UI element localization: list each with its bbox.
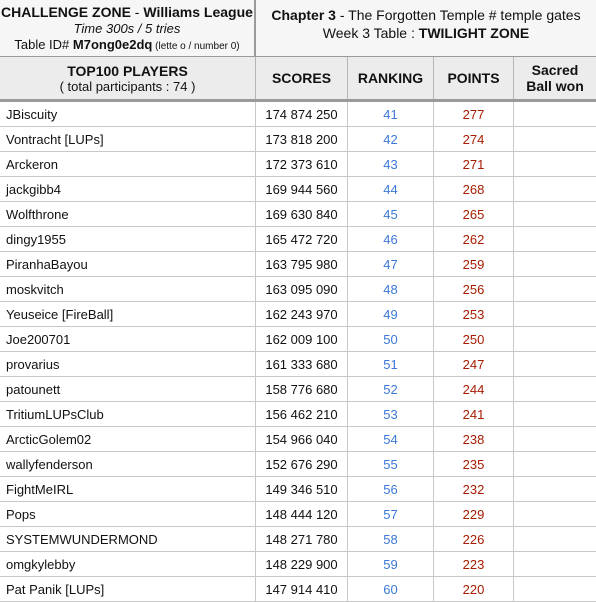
ranking-cell: 41 <box>348 102 434 126</box>
table-row <box>0 202 596 227</box>
table-row <box>0 327 596 352</box>
leaderboard-table <box>0 102 596 602</box>
sacred-ball-cell <box>514 102 596 126</box>
points-cell: 271 <box>434 152 514 176</box>
table-row <box>0 352 596 377</box>
score-cell: 172 373 610 <box>256 152 348 176</box>
ranking-cell: 46 <box>348 227 434 251</box>
league-name: Williams League <box>143 4 253 20</box>
score-cell: 148 444 120 <box>256 502 348 526</box>
players-header <box>0 57 256 99</box>
challenge-info <box>0 0 256 56</box>
table-row <box>0 577 596 602</box>
player-name: Vontracht [LUPs] <box>0 127 256 151</box>
points-cell: 244 <box>434 377 514 401</box>
table-row <box>0 102 596 127</box>
ranking-cell: 55 <box>348 452 434 476</box>
table-id: M7ong0e2dq <box>72 37 153 52</box>
sacred-ball-cell <box>514 177 596 201</box>
score-cell: 156 462 210 <box>256 402 348 426</box>
ranking-cell: 59 <box>348 552 434 576</box>
points-cell: 274 <box>434 127 514 151</box>
sacred-ball-cell <box>514 127 596 151</box>
ranking-cell: 43 <box>348 152 434 176</box>
ranking-header <box>348 57 434 99</box>
points-cell: 259 <box>434 252 514 276</box>
points-cell: 223 <box>434 552 514 576</box>
score-cell: 165 472 720 <box>256 227 348 251</box>
ranking-cell: 45 <box>348 202 434 226</box>
points-cell: 277 <box>434 102 514 126</box>
player-name: PiranhaBayou <box>0 252 256 276</box>
week-prefix: Week 3 Table : <box>322 25 419 41</box>
title-separator: - <box>130 4 144 20</box>
player-name: ArcticGolem02 <box>0 427 256 451</box>
ranking-cell: 60 <box>348 577 434 601</box>
score-cell: 158 776 680 <box>256 377 348 401</box>
player-name: wallyfenderson <box>0 452 256 476</box>
player-name: patounett <box>0 377 256 401</box>
score-cell: 173 818 200 <box>256 127 348 151</box>
player-name: Wolfthrone <box>0 202 256 226</box>
challenge-title <box>0 4 254 21</box>
table-row <box>0 252 596 277</box>
sacred-ball-cell <box>514 427 596 451</box>
score-cell: 152 676 290 <box>256 452 348 476</box>
sacred-ball-cell <box>514 502 596 526</box>
sacred-ball-cell <box>514 377 596 401</box>
player-name: SYSTEMWUNDERMOND <box>0 527 256 551</box>
player-name: Pops <box>0 502 256 526</box>
table-row <box>0 527 596 552</box>
participants-count: ( total participants : 74 ) <box>59 78 196 94</box>
player-name: Yeuseice [FireBall] <box>0 302 256 326</box>
table-row <box>0 552 596 577</box>
player-name: Arckeron <box>0 152 256 176</box>
ranking-cell: 50 <box>348 327 434 351</box>
ranking-cell: 52 <box>348 377 434 401</box>
table-row <box>0 377 596 402</box>
table-row <box>0 477 596 502</box>
player-name: provarius <box>0 352 256 376</box>
player-name: JBiscuity <box>0 102 256 126</box>
score-cell: 162 009 100 <box>256 327 348 351</box>
time-limit: Time 300s / 5 tries <box>73 21 181 36</box>
ranking-cell: 42 <box>348 127 434 151</box>
points-cell: 241 <box>434 402 514 426</box>
points-cell: 265 <box>434 202 514 226</box>
sacred-ball-cell <box>514 152 596 176</box>
ranking-cell: 47 <box>348 252 434 276</box>
table-id-line <box>0 37 254 55</box>
ranking-cell: 48 <box>348 277 434 301</box>
points-cell: 253 <box>434 302 514 326</box>
score-cell: 163 795 980 <box>256 252 348 276</box>
table-id-prefix: Table ID# <box>14 37 73 52</box>
sacred-ball-cell <box>514 352 596 376</box>
ranking-cell: 53 <box>348 402 434 426</box>
points-cell: 268 <box>434 177 514 201</box>
scores-header <box>256 57 348 99</box>
sacred-ball-cell <box>514 477 596 501</box>
table-id-note: (lette o / number 0) <box>152 41 240 52</box>
player-name: dingy1955 <box>0 227 256 251</box>
table-row <box>0 402 596 427</box>
chapter-number: Chapter 3 <box>271 7 336 23</box>
points-header-label: POINTS <box>447 70 500 86</box>
ranking-cell: 58 <box>348 527 434 551</box>
player-name: TritiumLUPsClub <box>0 402 256 426</box>
week-table <box>256 24 596 42</box>
points-cell: 220 <box>434 577 514 601</box>
sacred-ball-cell <box>514 252 596 276</box>
table-row <box>0 502 596 527</box>
points-cell: 247 <box>434 352 514 376</box>
sacred-ball-cell <box>514 302 596 326</box>
player-name: omgkylebby <box>0 552 256 576</box>
sacred-ball-cell <box>514 577 596 601</box>
score-cell: 148 271 780 <box>256 527 348 551</box>
ranking-cell: 49 <box>348 302 434 326</box>
chapter-title <box>256 6 596 24</box>
sacred-ball-cell <box>514 327 596 351</box>
ranking-cell: 51 <box>348 352 434 376</box>
sacred-ball-cell <box>514 277 596 301</box>
player-name: jackgibb4 <box>0 177 256 201</box>
score-cell: 163 095 090 <box>256 277 348 301</box>
chapter-info <box>256 0 596 56</box>
ranking-cell: 57 <box>348 502 434 526</box>
player-name: Joe200701 <box>0 327 256 351</box>
score-cell: 169 630 840 <box>256 202 348 226</box>
points-cell: 226 <box>434 527 514 551</box>
score-cell: 169 944 560 <box>256 177 348 201</box>
points-cell: 256 <box>434 277 514 301</box>
ranking-cell: 44 <box>348 177 434 201</box>
sacred-ball-header-label: Sacred Ball won <box>526 62 584 94</box>
column-headers <box>0 57 596 102</box>
table-row <box>0 427 596 452</box>
player-name: FightMeIRL <box>0 477 256 501</box>
table-row <box>0 302 596 327</box>
player-name: moskvitch <box>0 277 256 301</box>
table-row <box>0 177 596 202</box>
table-row <box>0 127 596 152</box>
zone-name: CHALLENGE ZONE <box>1 4 131 20</box>
table-row <box>0 152 596 177</box>
points-cell: 250 <box>434 327 514 351</box>
sacred-ball-cell <box>514 227 596 251</box>
score-cell: 162 243 970 <box>256 302 348 326</box>
points-cell: 235 <box>434 452 514 476</box>
sacred-ball-cell <box>514 402 596 426</box>
table-row <box>0 452 596 477</box>
points-cell: 262 <box>434 227 514 251</box>
player-name: Pat Panik [LUPs] <box>0 577 256 601</box>
score-cell: 174 874 250 <box>256 102 348 126</box>
sacred-ball-header <box>514 57 596 99</box>
week-table-name: TWILIGHT ZONE <box>418 25 530 41</box>
score-cell: 147 914 410 <box>256 577 348 601</box>
sacred-ball-cell <box>514 552 596 576</box>
points-header <box>434 57 514 99</box>
points-cell: 229 <box>434 502 514 526</box>
table-row <box>0 277 596 302</box>
players-header-label: TOP100 PLAYERS <box>67 62 188 79</box>
sacred-ball-cell <box>514 452 596 476</box>
sacred-ball-cell <box>514 202 596 226</box>
score-cell: 154 966 040 <box>256 427 348 451</box>
table-row <box>0 227 596 252</box>
score-cell: 149 346 510 <box>256 477 348 501</box>
points-cell: 232 <box>434 477 514 501</box>
score-cell: 148 229 900 <box>256 552 348 576</box>
score-cell: 161 333 680 <box>256 352 348 376</box>
scores-header-label: SCORES <box>271 70 332 86</box>
ranking-cell: 56 <box>348 477 434 501</box>
chapter-name: - The Forgotten Temple # temple gates <box>335 7 581 23</box>
points-cell: 238 <box>434 427 514 451</box>
ranking-cell: 54 <box>348 427 434 451</box>
page-header <box>0 0 596 57</box>
ranking-header-label: RANKING <box>357 70 424 86</box>
sacred-ball-cell <box>514 527 596 551</box>
